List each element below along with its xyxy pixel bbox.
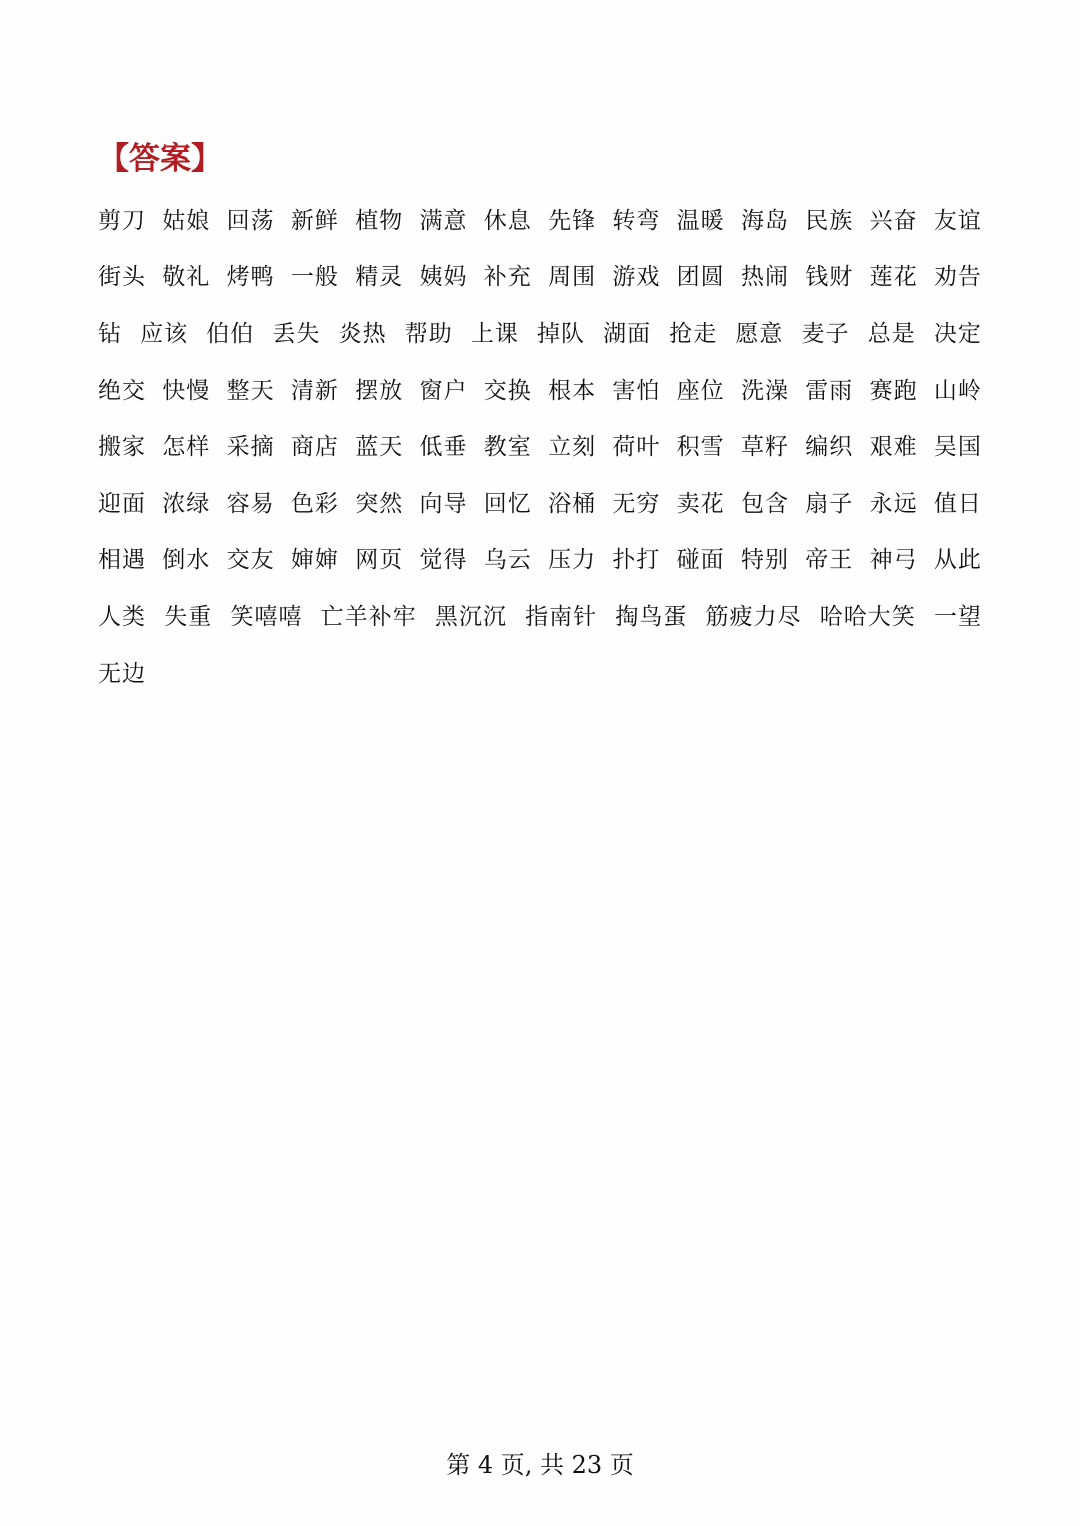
answer-word: 商店 (290, 434, 339, 461)
answer-word: 无边 (98, 660, 146, 687)
answer-word: 团圆 (676, 264, 725, 291)
answer-word: 钻 (98, 320, 122, 347)
answer-heading: 【答案】 (98, 141, 222, 177)
answer-word: 敬礼 (162, 264, 211, 291)
answer-word: 精灵 (355, 264, 404, 291)
answer-word: 扑打 (612, 547, 661, 574)
answer-word: 包含 (740, 490, 789, 517)
answer-word: 笑嘻嘻 (230, 603, 303, 630)
answer-word: 掉队 (536, 320, 585, 347)
answer-word: 草籽 (740, 434, 789, 461)
answer-word: 觉得 (419, 547, 468, 574)
answer-word: 根本 (548, 377, 597, 404)
answer-word: 周围 (548, 264, 597, 291)
answer-word: 扇子 (805, 490, 854, 517)
answer-line (98, 530, 982, 587)
answer-word: 交友 (226, 547, 275, 574)
answer-word: 怎样 (162, 434, 211, 461)
answer-word: 兴奋 (869, 207, 918, 234)
answer-line (98, 643, 982, 700)
answer-word: 压力 (548, 547, 597, 574)
answer-line (98, 473, 982, 530)
answer-word: 搬家 (98, 434, 146, 461)
answer-word: 丢失 (272, 320, 321, 347)
answer-word: 决定 (933, 320, 982, 347)
answer-word: 倒水 (162, 547, 211, 574)
answer-word: 赛跑 (869, 377, 918, 404)
answer-word: 帝王 (805, 547, 854, 574)
answer-word: 一望 (933, 603, 982, 630)
answer-word: 摆放 (355, 377, 404, 404)
answer-word: 特别 (740, 547, 789, 574)
answer-word: 绝交 (98, 377, 146, 404)
answer-word: 一般 (290, 264, 339, 291)
answer-word: 向导 (419, 490, 468, 517)
answer-word: 荷叶 (612, 434, 661, 461)
answer-word: 热闹 (740, 264, 789, 291)
answer-word: 浓绿 (162, 490, 211, 517)
answer-word: 民族 (805, 207, 854, 234)
answer-word: 洗澡 (740, 377, 789, 404)
answer-word: 窗户 (419, 377, 468, 404)
answer-line (98, 416, 982, 473)
answer-word: 回忆 (483, 490, 532, 517)
answer-word: 迎面 (98, 490, 146, 517)
answer-word: 浴桶 (548, 490, 597, 517)
answer-word: 应该 (140, 320, 189, 347)
answer-word: 婶婶 (290, 547, 339, 574)
answer-line (98, 190, 982, 247)
answer-word: 黑沉沉 (434, 603, 507, 630)
answer-word: 转弯 (612, 207, 661, 234)
answer-word: 回荡 (226, 207, 275, 234)
answer-word: 人类 (98, 603, 146, 630)
answer-word: 神弓 (869, 547, 918, 574)
answer-word: 值日 (933, 490, 982, 517)
answer-word: 上课 (470, 320, 519, 347)
answer-word: 补充 (483, 264, 532, 291)
answer-word: 吴国 (933, 434, 982, 461)
answer-word: 蓝天 (355, 434, 404, 461)
answer-word: 从此 (933, 547, 982, 574)
answer-word: 无穷 (612, 490, 661, 517)
answer-word: 友谊 (933, 207, 982, 234)
answer-word: 筋疲力尽 (705, 603, 802, 630)
answer-word: 哈哈大笑 (819, 603, 916, 630)
answer-word: 雷雨 (805, 377, 854, 404)
answer-word: 海岛 (740, 207, 789, 234)
answer-word: 总是 (867, 320, 916, 347)
answer-word: 莲花 (869, 264, 918, 291)
answer-word: 湖面 (603, 320, 652, 347)
answer-word: 劝告 (933, 264, 982, 291)
answer-word: 休息 (483, 207, 532, 234)
page-number-footer: 第 4 页, 共 23 页 (446, 1451, 634, 1479)
answer-word: 乌云 (483, 547, 532, 574)
answer-word: 抢走 (669, 320, 718, 347)
answer-word: 积雪 (676, 434, 725, 461)
answer-word: 剪刀 (98, 207, 146, 234)
answer-word: 烤鸭 (226, 264, 275, 291)
answer-word: 游戏 (612, 264, 661, 291)
answer-word: 街头 (98, 264, 146, 291)
answer-word: 满意 (419, 207, 468, 234)
answer-word: 碰面 (676, 547, 725, 574)
answer-word: 突然 (355, 490, 404, 517)
answer-word: 伯伯 (206, 320, 255, 347)
answer-word: 相遇 (98, 547, 146, 574)
answer-word: 钱财 (805, 264, 854, 291)
answer-word: 失重 (164, 603, 213, 630)
answer-word: 快慢 (162, 377, 211, 404)
answer-word: 艰难 (869, 434, 918, 461)
answer-word: 愿意 (735, 320, 784, 347)
answer-word: 整天 (226, 377, 275, 404)
answer-word: 掏鸟蛋 (615, 603, 688, 630)
answer-word: 座位 (676, 377, 725, 404)
answer-line (98, 586, 982, 643)
answer-line (98, 247, 982, 304)
answer-word: 姑娘 (162, 207, 211, 234)
answer-word: 温暖 (676, 207, 725, 234)
answer-word: 姨妈 (419, 264, 468, 291)
answer-word: 采摘 (226, 434, 275, 461)
answer-word: 交换 (483, 377, 532, 404)
answer-word: 帮助 (404, 320, 453, 347)
answer-word: 山岭 (933, 377, 982, 404)
answer-word: 先锋 (548, 207, 597, 234)
answer-word: 指南针 (525, 603, 598, 630)
answer-word: 害怕 (612, 377, 661, 404)
answer-word: 永远 (869, 490, 918, 517)
answer-word: 新鲜 (290, 207, 339, 234)
answer-word: 麦子 (801, 320, 850, 347)
answer-word: 立刻 (548, 434, 597, 461)
answer-word: 低垂 (419, 434, 468, 461)
answer-word: 卖花 (676, 490, 725, 517)
answer-word: 教室 (483, 434, 532, 461)
answer-line (98, 360, 982, 417)
answer-word: 清新 (290, 377, 339, 404)
answer-word: 亡羊补牢 (320, 603, 417, 630)
answer-word: 炎热 (338, 320, 387, 347)
answer-word: 容易 (226, 490, 275, 517)
answer-word: 植物 (355, 207, 404, 234)
answer-word-list (98, 190, 982, 699)
answer-word: 色彩 (290, 490, 339, 517)
answer-word: 网页 (355, 547, 404, 574)
answer-line (98, 303, 982, 360)
answer-word: 编织 (805, 434, 854, 461)
